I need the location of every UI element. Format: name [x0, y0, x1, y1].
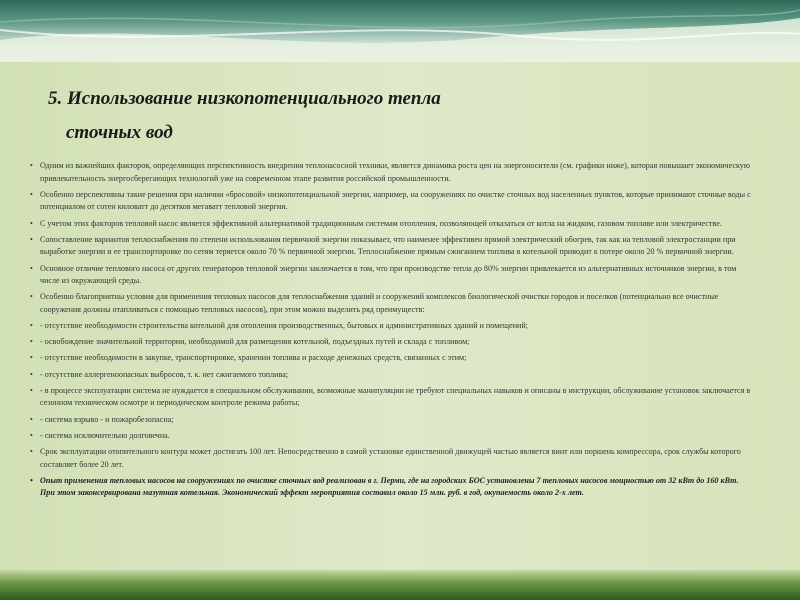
- title-line-1: 5. Использование низкопотенциального тепла: [48, 88, 441, 109]
- paragraph-text: Опыт применения тепловых насосов на сооружениях по очистке сточных вод реализован в г. Перми, где на городских БОС установлены 7 тепловых насосов мощностью от 32 кВт до 160 кВт. При этом законсервирована мазутная котельная. Экономический эффект мероприятия составил около 15 млн. руб. в год, окупаемость около 2-х лет.: [40, 475, 739, 498]
- body-paragraph: [30, 414, 755, 427]
- bullet-marker: •: [30, 475, 33, 485]
- paragraph-text: Особенно перспективны такие решения при наличии «бросовой» низкопотенциальной энергии, например, на сооружениях по очистке сточных вод населенных пунктов, которые принимают сточные воды с потенциалом от сотен киловатт до десятков мегаватт тепловой энергии.: [40, 189, 751, 212]
- bullet-marker: •: [30, 234, 33, 244]
- paragraph-text: Особенно благоприятны условия для применения тепловых насосов для теплоснабжения зданий и сооружений комплексов биологической очистки городов и поселков (потенциально все очистные сооружения должны отапливаться с помощью тепловых насосов), при этом можно выделить ряд преимуществ:: [40, 292, 719, 314]
- body-paragraph: [30, 446, 755, 471]
- body-paragraph: [30, 160, 755, 185]
- body-paragraph: [30, 234, 755, 259]
- slide-body: [30, 160, 755, 504]
- paragraph-text: - отсутствие аллергеноопасных выбросов, т. к. нет сжигаемого топлива;: [40, 369, 289, 379]
- paragraph-text: - отсутствие необходимости строительства котельной для отопления производственных, бытовых и административных зданий и помещений;: [40, 321, 528, 331]
- body-paragraph: [30, 320, 755, 333]
- bullet-marker: •: [30, 321, 33, 331]
- paragraph-text: - система взрыво - и пожаробезопасна;: [40, 414, 174, 424]
- body-paragraph: [30, 352, 755, 365]
- slide-title: [48, 82, 748, 150]
- header-decoration: [0, 0, 800, 62]
- wave-decoration: [0, 0, 800, 62]
- title-line-2: сточных вод: [66, 122, 173, 143]
- bullet-marker: •: [30, 218, 33, 228]
- bullet-marker: •: [30, 414, 33, 424]
- bullet-marker: •: [30, 430, 33, 440]
- body-paragraph: [30, 263, 755, 288]
- bullet-marker: •: [30, 292, 33, 302]
- bullet-marker: •: [30, 447, 33, 456]
- paragraph-text: Основное отличие теплового насоса от других генераторов тепловой энергии заключается в том, что при производстве тепла до 80% энергии привлекается из альтернативных источников энергии, в том числе из окружающей среды.: [40, 263, 737, 286]
- paragraph-text: Одним из важнейших факторов, определяющих перспективность внедрения теплонасосной техники, является динамика роста цен на энергоносители (см. графики ниже), которая повышает экономическую привлекательность энергосберегающих технологий уже на современном этапе развития российской промышленности.: [40, 161, 750, 183]
- body-paragraph: [30, 385, 755, 410]
- bullet-marker: •: [30, 385, 33, 395]
- paragraph-text: - отсутствие необходимости в закупке, транспортировке, хранении топлива и расходе денежных средств, связанных с этим;: [40, 353, 467, 363]
- bullet-marker: •: [30, 161, 33, 170]
- body-paragraph: [30, 369, 755, 382]
- body-paragraph: [30, 475, 755, 500]
- body-paragraph: [30, 218, 755, 231]
- bullet-marker: •: [30, 189, 33, 199]
- bullet-marker: •: [30, 337, 33, 347]
- body-paragraph: [30, 291, 755, 316]
- body-paragraph: [30, 430, 755, 443]
- footer-decoration: [0, 570, 800, 600]
- bullet-marker: •: [30, 369, 33, 379]
- body-paragraph: [30, 189, 755, 214]
- body-paragraph: [30, 336, 755, 349]
- paragraph-text: Сопоставление вариантов теплоснабжения по степени использования первичной энергии показывает, что наименее эффективен прямой электрический обогрев, так как на тепловой электростанции при выработке энергии и ее транспортировке по сетям теряется около 70 % первичной энергии. Теплоснабжение прямым сжиганием топлива в котельной приводит к потере около 20 % первичной энергии.: [40, 234, 736, 257]
- paragraph-text: С учетом этих факторов тепловой насос является эффективной альтернативой традиционным системам отопления, позволяющей отказаться от котла на жидком, газовом топливе или электричестве.: [40, 218, 722, 228]
- paragraph-text: - система исключительно долговечна.: [40, 430, 170, 440]
- paragraph-text: - в процессе эксплуатации система не нуждается в специальном обслуживании, возможные манипуляции не требуют специальных навыков и описаны в инструкции, обслуживание установок заключается в сезонном техническом осмотре и периодическом контроле режима работы;: [40, 385, 751, 408]
- bullet-marker: •: [30, 353, 33, 363]
- paragraph-text: Срок эксплуатации отопительного контура может достигать 100 лет. Непосредственно в самой установке единственной движущей частью является винт или поршень компрессора, срок службы которого составляет более 20 лет.: [40, 447, 741, 469]
- bullet-marker: •: [30, 263, 33, 273]
- paragraph-text: - освобождение значительной территории, необходимой для размещения котельной, подъездных путей и склада с топливом;: [40, 337, 470, 347]
